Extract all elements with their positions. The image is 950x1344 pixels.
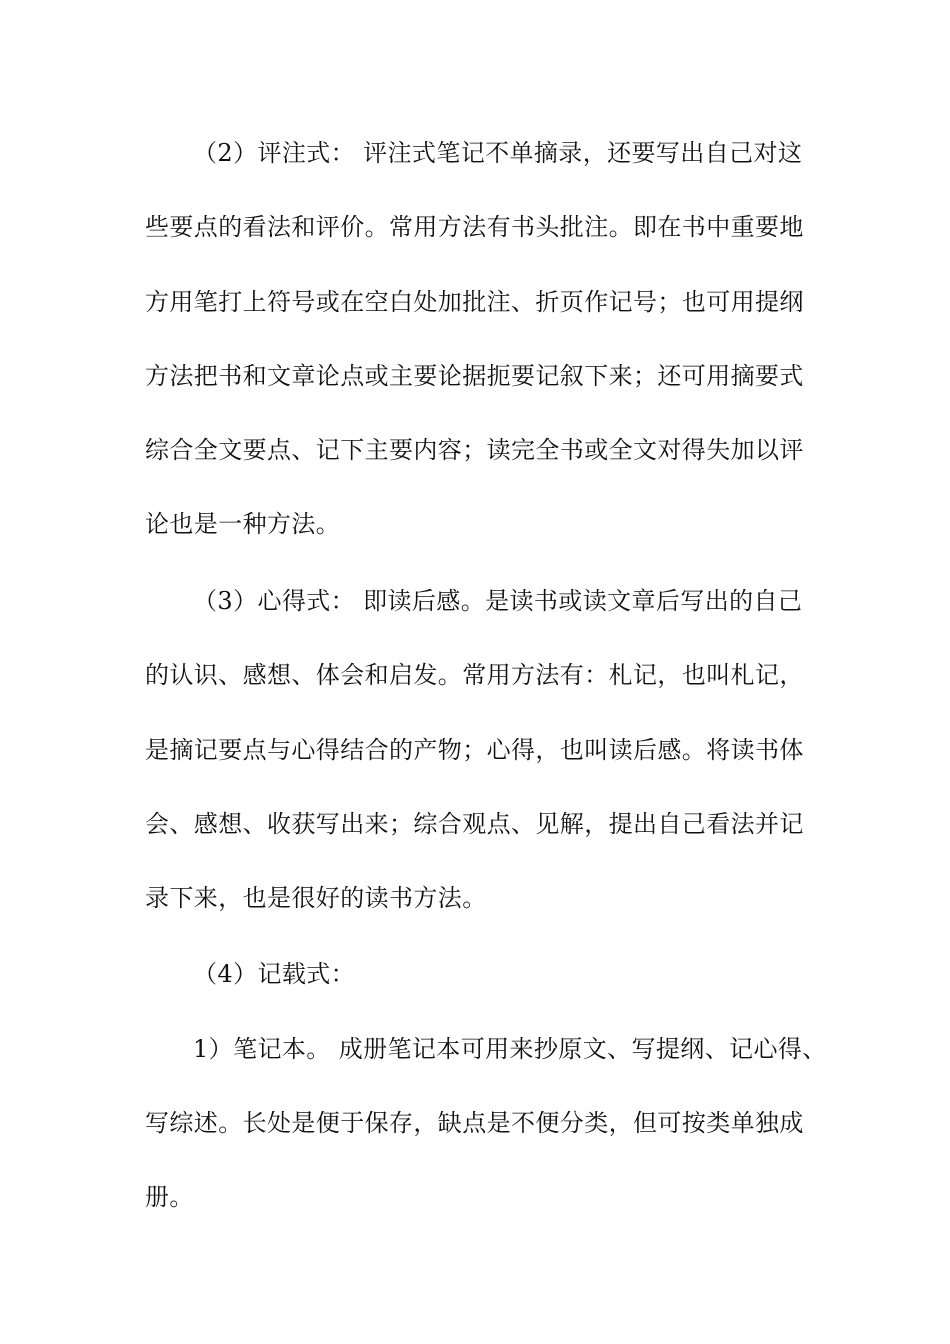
paragraph-2-line-2: 些要点的看法和评价。常用方法有书头批注。即在书中重要地 <box>145 213 804 241</box>
paragraph-3-line-1: （3）心得式： 即读后感。是读书或读文章后写出的自己 <box>193 587 803 615</box>
paragraph-2-line-3: 方用笔打上符号或在空白处加批注、折页作记号；也可用提纲 <box>145 288 804 316</box>
paragraph-3-line-2: 的认识、感想、体会和启发。常用方法有：札记，也叫札记， <box>145 661 804 689</box>
paragraph-3-line-4: 会、感想、收获写出来；综合观点、见解，提出自己看法并记 <box>145 810 804 838</box>
paragraph-2-line-6: 论也是一种方法。 <box>145 510 341 538</box>
item-1-line-2: 写综述。长处是便于保存，缺点是不便分类，但可按类单独成 <box>145 1109 804 1137</box>
paragraph-2-line-1: （2）评注式： 评注式笔记不单摘录，还要写出自己对这 <box>193 139 803 167</box>
paragraph-3-line-5: 录下来，也是很好的读书方法。 <box>145 884 487 912</box>
item-1-line-3: 册。 <box>145 1183 194 1211</box>
paragraph-2-line-4: 方法把书和文章论点或主要论据扼要记叙下来；还可用摘要式 <box>145 362 804 390</box>
paragraph-4-heading: （4）记载式： <box>193 960 356 988</box>
item-1-line-1: 1）笔记本。 成册笔记本可用来抄原文、写提纲、记心得、 <box>193 1035 827 1063</box>
paragraph-3-line-3: 是摘记要点与心得结合的产物；心得，也叫读后感。将读书体 <box>145 736 804 764</box>
paragraph-2-line-5: 综合全文要点、记下主要内容；读完全书或全文对得失加以评 <box>145 436 804 464</box>
